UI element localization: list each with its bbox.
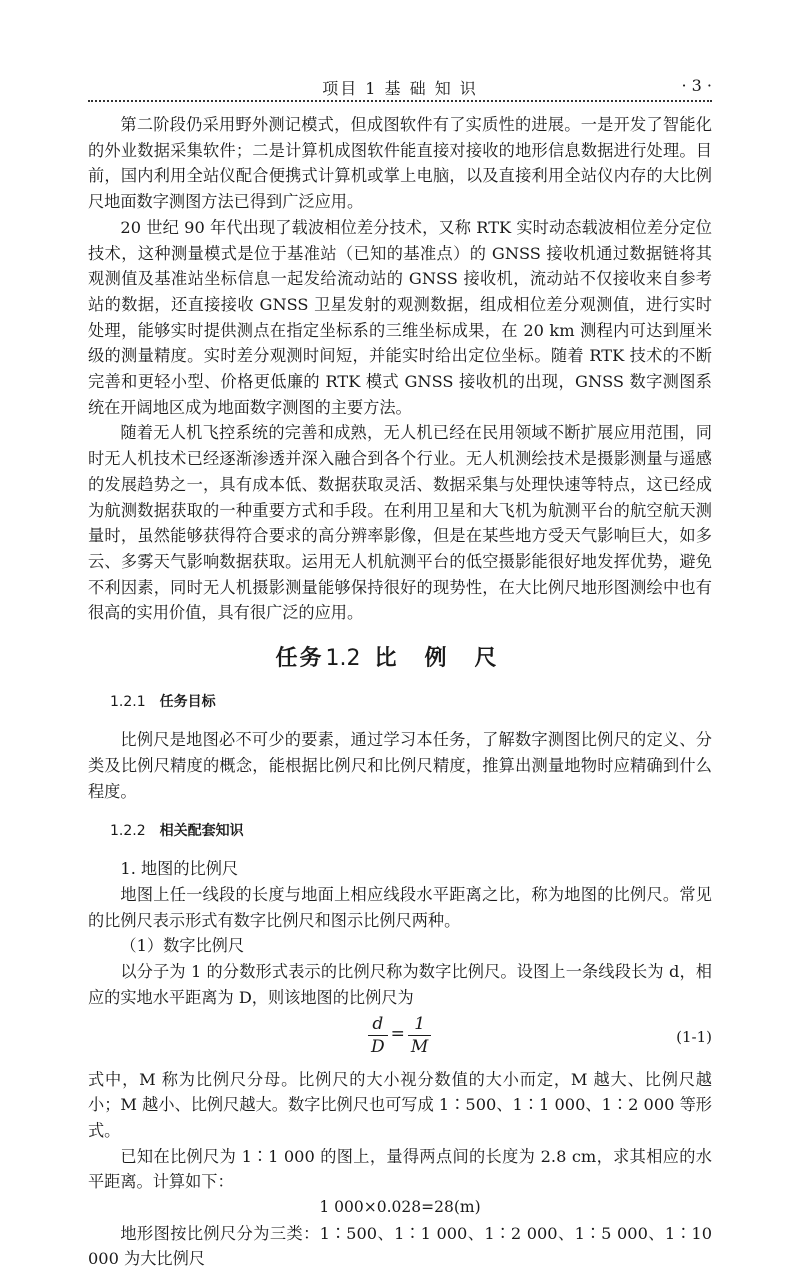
section-title: 任务目标: [159, 693, 216, 710]
equals-sign: =: [390, 1024, 405, 1045]
paragraph: 比例尺是地图必不可少的要素，通过学习本任务，了解数字测图比例尺的定义、分类及比例尺精度的概念，能根据比例尺和比例尺精度，推算出测量地物时应精确到什么程度。: [88, 730, 712, 801]
section-number: 1.2.1: [110, 693, 146, 710]
task-heading: [88, 646, 712, 672]
page-header: [88, 72, 712, 98]
subheading: （1）数字比例尺: [120, 936, 245, 956]
denominator: D: [371, 1036, 385, 1057]
paragraph: 地形图按比例尺分为三类：1∶500、1∶1 000、1∶2 000、1∶5 000、1∶10 000 为大比例尺: [88, 1223, 712, 1269]
paragraph: 随着无人机飞控系统的完善和成熟，无人机已经在民用领域不断扩展应用范围，同时无人机技术已经逐渐渗透并深入融合到各个行业。无人机测绘技术是摄影测量与遥感的发展趋势之一，具有成本低、数据获取灵活、数据采集与处理快速等特点，这已经成为航测数据获取的一种重要方式和手段。在利用卫星和大飞机为航测平台的航空航天测量时，虽然能够获得符合要求的高分辨率影像，但是在某些地方受天气影响巨大，如多云、多雾天气影响数据获取。运用无人机航测平台的低空摄影能很好地发挥优势，避免不利因素，同时无人机摄影测量能够保持很好的现势性，在大比例尺地形图测绘中也有很高的实用价值，具有很广泛的应用。: [88, 423, 712, 623]
paragraph: 地图上任一线段的长度与地面上相应线段水平距离之比，称为地图的比例尺。常见的比例尺表示形式有数字比例尺和图示比例尺两种。: [88, 884, 712, 930]
section-heading: [110, 819, 712, 845]
section-number: 1.2.2: [110, 822, 146, 839]
header-divider: [88, 100, 712, 102]
section-heading: [110, 690, 712, 716]
task-prefix: 任务: [275, 646, 324, 672]
calculation: 1 000×0.028=28(m): [319, 1198, 481, 1217]
scale-formula: [368, 1013, 431, 1058]
paragraph: 已知在比例尺为 1∶1 000 的图上，量得两点间的长度为 2.8 cm，求其相应的水平距离。计算如下：: [88, 1146, 712, 1192]
fraction-left: [368, 1013, 388, 1058]
page-body: [88, 112, 712, 1272]
paragraph: 以分子为 1 的分数形式表示的比例尺称为数字比例尺。设图上一条线段长为 d，相应的实地水平距离为 D，则该地图的比例尺为: [88, 962, 712, 1007]
fraction-right: [408, 1013, 431, 1058]
running-title: 项目 1 基 础 知 识: [322, 79, 478, 98]
denominator: M: [410, 1036, 429, 1057]
equation-number: (1-1): [676, 1027, 712, 1046]
section-title: 相关配套知识: [159, 822, 244, 839]
numerator: d: [368, 1013, 388, 1036]
formula-block: [88, 1011, 712, 1067]
numerator: 1: [408, 1013, 431, 1036]
task-name: 比例尺: [374, 646, 525, 672]
paragraph: 式中，M 称为比例尺分母。比例尺的大小视分数值的大小而定，M 越大、比例尺越小；M 越小、比例尺越大。数字比例尺也可写成 1∶500、1∶1 000、1∶2 000 等形式。: [88, 1069, 712, 1140]
task-number: 1.2: [325, 646, 361, 672]
paragraph: 20 世纪 90 年代出现了载波相位差分技术，又称 RTK 实时动态载波相位差分定位技术，这种测量模式是位于基准站（已知的基准点）的 GNSS 接收机通过数据链将其观测值及基准站坐标信息一起发给流动站的 GNSS 接收机，流动站不仅接收来自参考站的数据，还直接接收 GNSS 卫星发射的观测数据，组成相位差分观测值，进行实时处理，能够实时提供测点在指定坐标系的三维坐标成果，在 20 km 测程内可达到厘米级的测量精度。实时差分观测时间短，并能实时给出定位坐标。随着 RTK 技术的不断完善和更轻小型、价格更低廉的 RTK 模式 GNSS 接收机的出现，GNSS 数字测图系统在开阔地区成为地面数字测图的主要方法。: [88, 217, 712, 417]
page-number: · 3 ·: [681, 76, 712, 95]
paragraph: 第二阶段仍采用野外测记模式，但成图软件有了实质性的进展。一是开发了智能化的外业数据采集软件；二是计算机成图软件能直接对接收的地形信息数据进行处理。目前，国内利用全站仪配合便携式计算机或掌上电脑，以及直接利用全站仪内存的大比例尺地面数字测图方法已得到广泛应用。: [88, 115, 712, 212]
subheading: 1. 地图的比例尺: [120, 859, 239, 879]
